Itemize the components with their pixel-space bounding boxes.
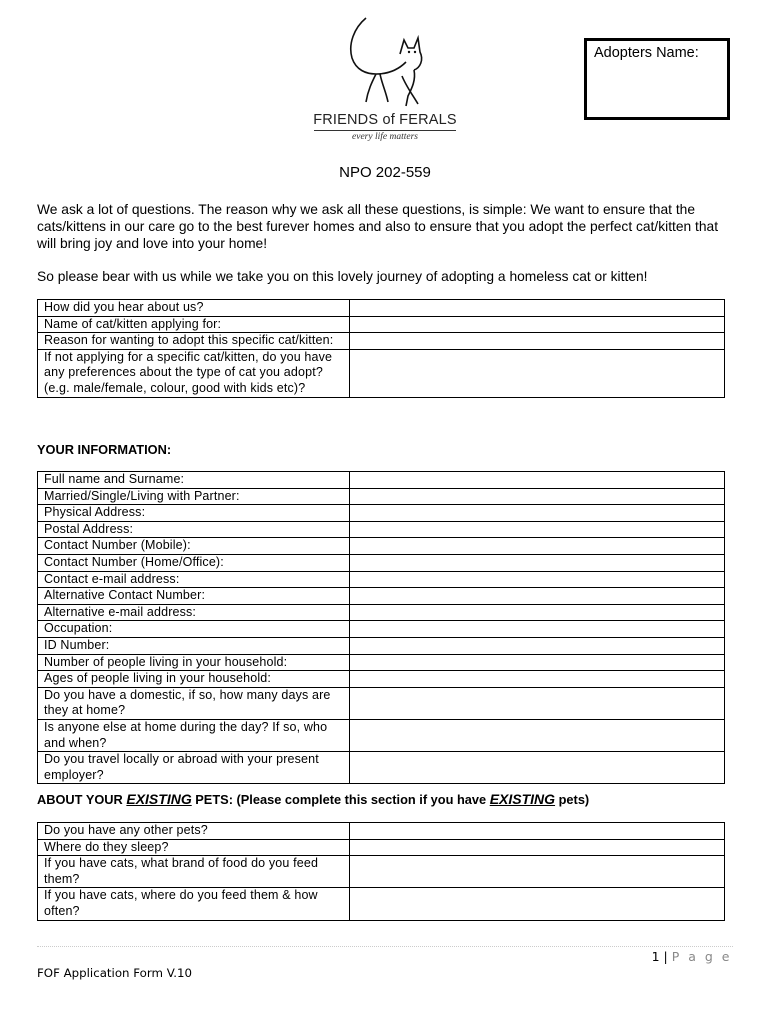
question-cell: Do you travel locally or abroad with your present employer? bbox=[38, 752, 350, 784]
answer-field[interactable] bbox=[350, 856, 725, 888]
question-cell: Postal Address: bbox=[38, 521, 350, 538]
answer-field[interactable] bbox=[350, 823, 725, 840]
question-cell: How did you hear about us? bbox=[38, 300, 350, 317]
page-number-value: 1 bbox=[651, 949, 660, 964]
table-row bbox=[38, 839, 725, 856]
question-cell: ID Number: bbox=[38, 637, 350, 654]
answer-field[interactable] bbox=[350, 488, 725, 505]
intro-paragraph-2: So please bear with us while we take you on this lovely journey of adopting a homeless cat or kitten! bbox=[37, 269, 648, 284]
table-row bbox=[38, 333, 725, 350]
answer-field[interactable] bbox=[350, 538, 725, 555]
adopters-name-box[interactable] bbox=[584, 38, 730, 120]
question-cell: Contact e-mail address: bbox=[38, 571, 350, 588]
question-cell: If not applying for a specific cat/kitten, do you have any preferences about the type of cat you adopt? (e.g. male/female, colour, good with kids etc)? bbox=[38, 349, 350, 397]
answer-field[interactable] bbox=[350, 637, 725, 654]
table-row bbox=[38, 637, 725, 654]
answer-field[interactable] bbox=[350, 300, 725, 317]
logo-divider bbox=[314, 130, 456, 131]
table-row bbox=[38, 488, 725, 505]
table-row bbox=[38, 554, 725, 571]
table-row bbox=[38, 349, 725, 397]
page-number bbox=[652, 949, 732, 964]
npo-number: NPO 202-559 bbox=[339, 164, 431, 181]
question-cell: Reason for wanting to adopt this specific cat/kitten: bbox=[38, 333, 350, 350]
table-row bbox=[38, 300, 725, 317]
table-row bbox=[38, 687, 725, 719]
question-cell: Married/Single/Living with Partner: bbox=[38, 488, 350, 505]
table-row bbox=[38, 604, 725, 621]
question-cell: Full name and Surname: bbox=[38, 472, 350, 489]
answer-field[interactable] bbox=[350, 554, 725, 571]
question-cell: Do you have any other pets? bbox=[38, 823, 350, 840]
adoption-interest-table bbox=[37, 299, 725, 398]
question-cell: Alternative Contact Number: bbox=[38, 588, 350, 605]
page-separator: | bbox=[663, 949, 668, 964]
answer-field[interactable] bbox=[350, 521, 725, 538]
question-cell: Ages of people living in your household: bbox=[38, 671, 350, 688]
question-cell: If you have cats, what brand of food do you feed them? bbox=[38, 856, 350, 888]
table-row bbox=[38, 621, 725, 638]
table-row bbox=[38, 571, 725, 588]
your-information-table bbox=[37, 471, 725, 784]
existing-pets-heading-part: pets) bbox=[555, 792, 590, 807]
table-row bbox=[38, 521, 725, 538]
table-row bbox=[38, 752, 725, 784]
existing-pets-heading bbox=[37, 791, 589, 807]
existing-emphasis: EXISTING bbox=[489, 791, 556, 807]
answer-field[interactable] bbox=[350, 333, 725, 350]
adopters-name-label: Adopters Name: bbox=[594, 45, 699, 61]
intro-paragraph: We ask a lot of questions. The reason why we ask all these questions, is simple: We want to ensure that the cats/kittens in our care go to the best furever homes and also to ensure that you adopt the perfect cat/kitten that will bring joy and love into your home! bbox=[37, 202, 719, 251]
question-cell: Contact Number (Home/Office): bbox=[38, 554, 350, 571]
question-cell: Do you have a domestic, if so, how many days are they at home? bbox=[38, 687, 350, 719]
table-row bbox=[38, 719, 725, 751]
answer-field[interactable] bbox=[350, 621, 725, 638]
question-cell: Name of cat/kitten applying for: bbox=[38, 316, 350, 333]
question-cell: Alternative e-mail address: bbox=[38, 604, 350, 621]
table-row bbox=[38, 316, 725, 333]
table-row bbox=[38, 654, 725, 671]
question-cell: Physical Address: bbox=[38, 505, 350, 522]
answer-field[interactable] bbox=[350, 839, 725, 856]
table-row bbox=[38, 538, 725, 555]
logo-tagline: every life matters bbox=[352, 132, 418, 142]
table-row bbox=[38, 856, 725, 888]
answer-field[interactable] bbox=[350, 671, 725, 688]
friends-of-ferals-logo bbox=[300, 14, 470, 146]
answer-field[interactable] bbox=[350, 604, 725, 621]
answer-field[interactable] bbox=[350, 719, 725, 751]
existing-pets-table bbox=[37, 822, 725, 921]
your-information-heading: YOUR INFORMATION: bbox=[37, 442, 172, 457]
answer-field[interactable] bbox=[350, 571, 725, 588]
table-row bbox=[38, 671, 725, 688]
answer-field[interactable] bbox=[350, 687, 725, 719]
answer-field[interactable] bbox=[350, 505, 725, 522]
page-word: P a g e bbox=[671, 949, 732, 964]
question-cell: Contact Number (Mobile): bbox=[38, 538, 350, 555]
answer-field[interactable] bbox=[350, 472, 725, 489]
cat-silhouette-icon bbox=[336, 14, 436, 110]
answer-field[interactable] bbox=[350, 654, 725, 671]
table-row bbox=[38, 505, 725, 522]
question-cell: Is anyone else at home during the day? If so, who and when? bbox=[38, 719, 350, 751]
answer-field[interactable] bbox=[350, 316, 725, 333]
question-cell: If you have cats, where do you feed them & how often? bbox=[38, 888, 350, 920]
form-version: FOF Application Form V.10 bbox=[37, 966, 193, 980]
existing-pets-heading-part: ABOUT YOUR bbox=[37, 792, 127, 807]
question-cell: Where do they sleep? bbox=[38, 839, 350, 856]
existing-pets-heading-part: PETS: (Please complete this section if you have bbox=[191, 792, 490, 807]
table-row bbox=[38, 588, 725, 605]
table-row bbox=[38, 472, 725, 489]
logo-name: FRIENDS of FERALS bbox=[313, 112, 457, 128]
answer-field[interactable] bbox=[350, 888, 725, 920]
question-cell: Number of people living in your household: bbox=[38, 654, 350, 671]
table-row bbox=[38, 888, 725, 920]
answer-field[interactable] bbox=[350, 588, 725, 605]
answer-field[interactable] bbox=[350, 752, 725, 784]
footer-divider bbox=[37, 946, 733, 947]
table-row bbox=[38, 823, 725, 840]
answer-field[interactable] bbox=[350, 349, 725, 397]
existing-emphasis: EXISTING bbox=[126, 791, 192, 807]
question-cell: Occupation: bbox=[38, 621, 350, 638]
